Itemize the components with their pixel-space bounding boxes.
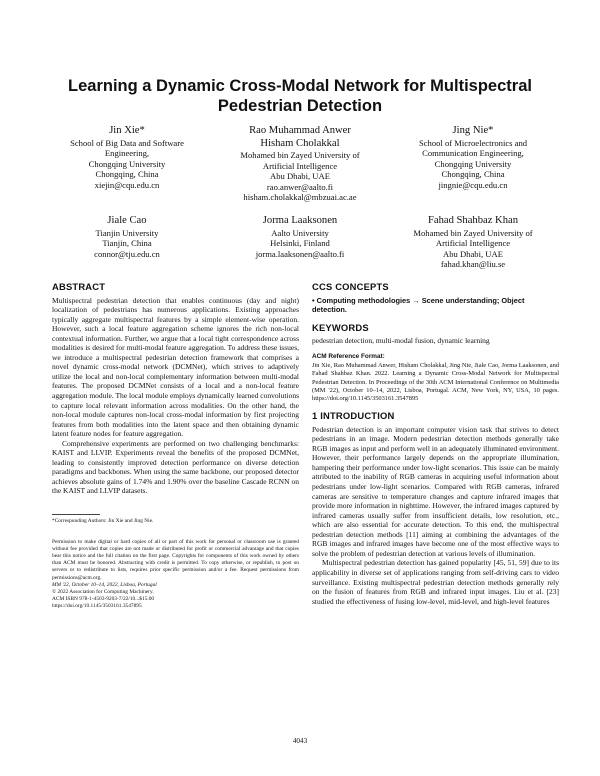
author-line: Artificial Intelligence: [262, 160, 338, 171]
isbn: ACM ISBN 978-1-4503-9203-7/22/10...$15.00: [52, 595, 155, 602]
author-block: [225, 125, 375, 203]
abstract-heading: ABSTRACT: [52, 281, 106, 292]
author-line: Tianjin University: [95, 227, 159, 238]
copyright: © 2022 Association for Computing Machinery.: [52, 588, 154, 595]
author-email: jorma.laaksonen@aalto.fi: [255, 248, 345, 259]
author-name: Jing Nie*: [452, 125, 494, 136]
author-email: jingnie@cqu.edu.cn: [438, 179, 508, 190]
author-line: Chongqing University: [434, 158, 512, 169]
author-line: Aalto University: [271, 227, 329, 238]
author-block: [225, 215, 375, 259]
author-line: Helsinki, Finland: [270, 238, 330, 249]
doi-link[interactable]: https://doi.org/10.1145/3503161.3547895: [52, 602, 142, 609]
page-number: 4043: [292, 737, 308, 745]
ccs-heading: CCS CONCEPTS: [312, 281, 389, 292]
author-email: hisham.cholakkal@mbzuai.ac.ae: [243, 192, 357, 203]
author-line: Communication Engineering,: [422, 148, 524, 159]
intro-paragraph: Pedestrian detection is an important computer vision task that strives to detect pedestrians in an image. Modern pedestrian detection methods generally take RGB images as input and perform well in an adequately illuminated environment. However, their performance largely depends on the appropriate illumination, hampering their performance under low-light scenarios. This issue can be mainly attributed to the inability of RGB cameras in acquiring useful information about pedestrians under low-light scenarios. Compared with RGB cameras, infrared cameras are sensitive to temperature changes and capture infrared images that provide more information in nighttime. However, the infrared images captured by infrared cameras usually suffer from insufficient details, low resolution, etc., which are also essential for accurate detection. To this end, the multispectral pedestrian detection methods [11] aiming at combining the advantages of the RGB images and infrared images have become one of the most effective ways to solve the problem of pedestrian detection at various levels of illumination.: [312, 424, 559, 558]
keywords-text: pedestrian detection, multi-modal fusion, dynamic learning: [312, 336, 490, 346]
right-column: [312, 282, 559, 606]
footnote-rule: [52, 514, 100, 515]
footnote: *Corresponding Authors: Jin Xie and Jing Nie.: [52, 518, 154, 525]
author-name: Jorma Laaksonen: [262, 215, 338, 226]
author-line: Mohamed bin Zayed University of: [413, 227, 533, 238]
author-line: Mohamed bin Zayed University of: [240, 150, 360, 160]
author-line: Engineering,: [104, 148, 150, 159]
permission-notice: Permission to make digital or hard copies of all or part of this work for personal or classroom use is granted without fee provided that copies are not made or distributed for profit or commercial advantage and that copies bear this notice and the full citation on the first page. Copyrights for components of this work owned by others than ACM must be honored. Abstracting with credit is permitted. To copy otherwise, or republish, to post on servers or to redistribute to lists, requires prior specific permission and/or a fee. Request permissions from permissions@acm.org.: [52, 539, 299, 581]
author-line: School of Microelectronics and: [418, 137, 528, 148]
author-email: fahad.khan@liu.se: [440, 259, 506, 270]
author-block: [398, 215, 548, 270]
author-name: Jiale Cao: [107, 215, 147, 226]
author-line: Artificial Intelligence: [435, 238, 511, 249]
author-name: Hisham Cholakkal: [260, 137, 340, 149]
author-line: Abu Dhabi, UAE: [270, 171, 330, 182]
intro-paragraph: Multispectral pedestrian detection has gained popularity [45, 51, 59] due to its applicability in diverse set of applications ranging from self-driving cars to video surveillance. Existing multispectral pedestrian detection methods generally rely on the fusion of features from RGB and infrared input images. Liu et al. [23] studied the effectiveness of fusing low-level, mid-level, and high-level features: [312, 558, 559, 606]
author-line: Abu Dhabi, UAE: [443, 248, 503, 259]
ccs-concepts: • Computing methodologies → Scene understanding; Object detection.: [312, 295, 525, 315]
author-block: [398, 125, 548, 190]
keywords-heading: KEYWORDS: [312, 321, 369, 333]
author-line: School of Big Data and Software: [70, 137, 184, 148]
author-name: Fahad Shahbaz Khan: [427, 215, 519, 226]
introduction-heading: 1 INTRODUCTION: [312, 410, 395, 422]
author-line: Chongqing University: [88, 158, 166, 169]
paper-title: Learning a Dynamic Cross-Modal Network for Multispectral Pedestrian Detection: [68, 77, 532, 115]
author-block: [52, 215, 202, 259]
conference-info: MM '22, October 10–14, 2022, Lisboa, Portugal: [52, 581, 157, 588]
abstract-paragraph: Multispectral pedestrian detection that enables continuous (day and night) localization of pedestrians has numerous applications. Existing approaches typically aggregate multispectral features by a simple element-wise operation. However, such a local feature aggregation scheme ignores the rich non-local contextual information. Further, we argue that a local tight correspondence across modalities is desired for multi-modal feature aggregation. To address these issues, we introduce a multispectral pedestrian detection framework that comprises a novel dynamic cross-modal network (DCMNet), which strives to adaptively utilize the local and non-local complementary information between multi-modal features. The proposed DCMNet consists of a local and a non-local feature aggregation module. The local module employs dynamically learned convolutions to capture local relevant information across modalities. On the other hand, the non-local module captures non-local cross-modal information by first projecting features from both modalities into the latent space and then obtaining dynamic latent feature nodes for feature aggregation.: [52, 295, 299, 439]
author-line: Tianjin, China: [102, 238, 152, 249]
acm-reference-heading: ACM Reference Format:: [312, 352, 385, 360]
left-column: [52, 282, 299, 610]
author-email: rao.anwer@aalto.fi: [266, 181, 334, 192]
author-email: connor@tju.edu.cn: [94, 248, 160, 259]
author-line: Chongqing, China: [95, 169, 159, 180]
author-line: Chongqing, China: [441, 169, 505, 180]
author-block: [52, 125, 202, 190]
acm-reference-text: Jin Xie, Rao Muhammad Anwer, Hisham Cholakkal, Jing Nie, Jiale Cao, Jorma Laaksonen, and Fahad Shahbaz Khan. 2022. Learning a Dynamic Cross-Modal Network for Multispectral Pedestrian Detection. In Proceedings of the 30th ACM International Conference on Multimedia (MM '22), October 10–14, 2022, Lisboa, Portugal. ACM, New York, NY, USA, 10 pages. https://doi.org/10.1145/3503161.3547895: [312, 362, 559, 402]
author-name: Rao Muhammad Anwer: [249, 125, 351, 136]
author-name: Jin Xie*: [109, 125, 145, 136]
abstract-paragraph: Comprehensive experiments are performed on two challenging benchmarks: KAIST and LLVIP. Experiments reveal the benefits of the proposed DCMNet, leading to consistently improved detection performance on diverse detection paradigms and backbones. When using the same backbone, our proposed detector achieves absolute gains of 1.74% and 1.90% over the baseline Cascade RCNN on the KAIST and LLVIP datasets.: [52, 438, 299, 496]
author-email: xiejin@cqu.edu.cn: [94, 179, 160, 190]
